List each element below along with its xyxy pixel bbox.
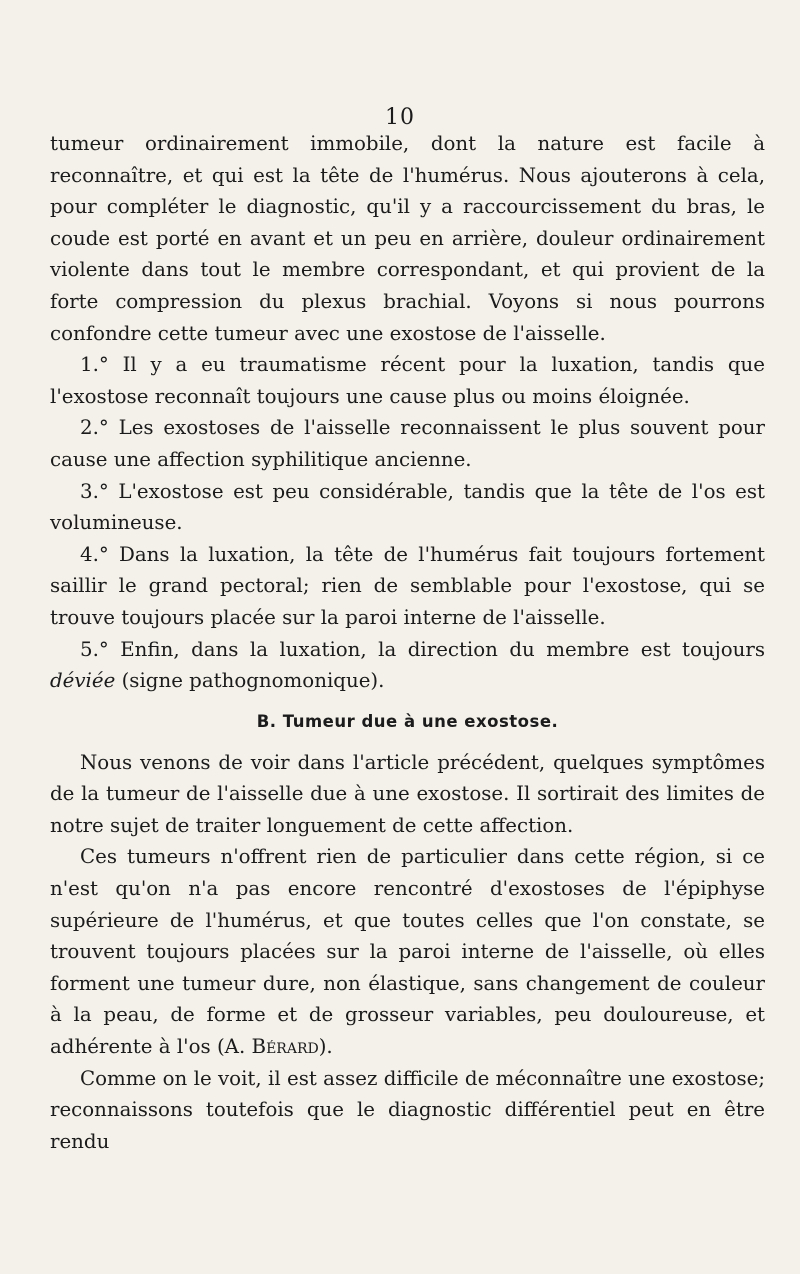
page-number: 10: [385, 105, 415, 130]
author-name: Bérard: [251, 1035, 319, 1059]
paragraph-point-5: [50, 634, 765, 697]
body-text: [50, 128, 765, 1157]
paragraph-exostose-description: [50, 841, 765, 1062]
paragraph-point-1: 1.° Il y a eu traumatisme récent pour la luxation, tandis que l'exostose reconnaît toujours une cause plus ou moins éloignée.: [50, 353, 765, 408]
point-5-text: 5.° Enfin, dans la luxation, la direction du membre est toujours: [80, 637, 765, 661]
italic-term: déviée: [50, 669, 116, 693]
section-heading: B. Tumeur due à une exostose.: [256, 711, 559, 731]
paragraph-continuation: tumeur ordinairement immobile, dont la nature est facile à reconnaître, et qui est la tête de l'humérus. Nous ajouterons à cela, pour compléter le diagnostic, qu'il y a raccourcissement du bras, le coude est porté en avant et un peu en arrière, douleur ordinairement violente dans tout le membre correspondant, et qui provient de la forte compression du plexus brachial. Voyons si nous pourrons confondre cette tumeur avec une exostose de l'aisselle.: [50, 132, 765, 345]
paragraph-point-4: 4.° Dans la luxation, la tête de l'humérus fait toujours fortement saillir le grand pectoral; rien de semblable pour l'exostose, qui se trouve toujours placée sur la paroi interne de l'aisselle.: [50, 542, 765, 629]
paragraph-diagnostic: Comme on le voit, il est assez difficile de méconnaître une exostose; reconnaissons toutefois que le diagnostic différentiel peut en être rendu: [50, 1066, 765, 1153]
description-text: Ces tumeurs n'offrent rien de particulier dans cette région, si ce n'est qu'on n'a pas encore rencontré d'exostoses de l'épiphyse supérieure de l'humérus, et que toutes celles que l'on constate, se trouvent toujours placées sur la paroi interne de l'aisselle, où elles forment une tumeur dure, non élastique, sans changement de couleur à la peau, de forme et de grosseur variables, peu douloureuse, et adhérente à l'os (A.: [50, 845, 765, 1059]
description-end: ).: [318, 1035, 333, 1059]
point-5-end: (signe pathognomonique).: [121, 669, 385, 693]
paragraph-exostose-intro: Nous venons de voir dans l'article précédent, quelques symptômes de la tumeur de l'aisselle due à une exostose. Il sortirait des limites de notre sujet de traiter longuement de cette affection.: [50, 750, 765, 837]
paragraph-point-3: 3.° L'exostose est peu considérable, tandis que la tête de l'os est volumineuse.: [50, 479, 765, 535]
paragraph-point-2: 2.° Les exostoses de l'aisselle reconnaissent le plus souvent pour cause une affection syphilitique ancienne.: [50, 416, 765, 471]
